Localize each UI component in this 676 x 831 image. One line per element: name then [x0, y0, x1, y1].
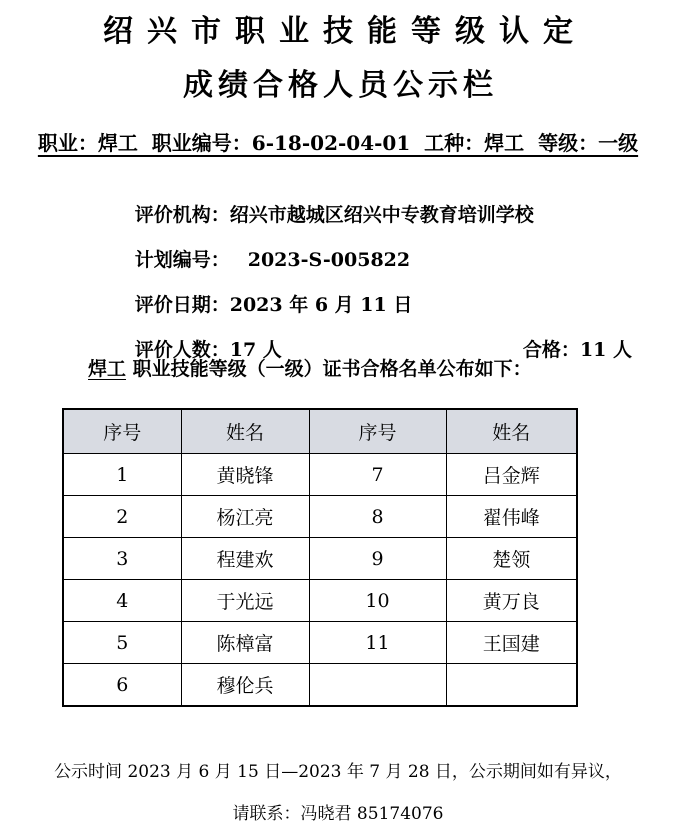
occupation-underlined-text: 焊工: [88, 358, 127, 380]
name-cell: 王国建: [446, 622, 577, 664]
name-cell: 陈樟富: [181, 622, 309, 664]
table-row: [63, 622, 577, 664]
header-name-right: 姓名: [446, 409, 577, 454]
pass-count-value: 11 人: [579, 339, 632, 361]
evaluation-count-label: 评价人数：: [134, 339, 230, 361]
job-info-line: 职业：焊工 职业编号：6-18-02-04-01 工种：焊工 等级：一级: [37, 131, 639, 155]
name-cell: 吕金辉: [446, 454, 577, 496]
footer-notice-period: 公示时间 2023 月 6 月 15 日—2023 年 7 月 28 日，公示期间如有异议，: [54, 762, 622, 782]
evaluation-info: [95, 176, 676, 361]
serial-cell: 5: [63, 622, 181, 664]
footer-contact: 请联系：冯晓君 85174076: [232, 804, 444, 824]
header-serial-left: 序号: [63, 409, 181, 454]
pass-list-table: [62, 408, 578, 707]
plan-number-label: 计划编号：: [134, 249, 230, 271]
document-title-line1: 绍兴市职业技能等级认定: [103, 14, 587, 49]
evaluation-date-label: 评价日期：: [134, 294, 230, 316]
serial-cell: 9: [309, 538, 446, 580]
header-name-left: 姓名: [181, 409, 309, 454]
name-cell: 黄晓锋: [181, 454, 309, 496]
serial-cell: 8: [309, 496, 446, 538]
serial-cell: 3: [63, 538, 181, 580]
name-cell: 楚领: [446, 538, 577, 580]
table-row: [63, 664, 577, 707]
evaluation-count-row: [95, 311, 676, 361]
footer: [0, 759, 676, 827]
name-cell: 黄万良: [446, 580, 577, 622]
plan-number-row: [95, 221, 676, 271]
name-cell: 杨江亮: [181, 496, 309, 538]
serial-cell: [309, 664, 446, 707]
table-row: [63, 496, 577, 538]
plan-number-value: 2023-S-005822: [247, 249, 411, 271]
serial-cell: 4: [63, 580, 181, 622]
table-row: [63, 538, 577, 580]
list-intro-rest: 职业技能等级（一级）证书合格名单公布如下：: [126, 358, 532, 380]
serial-cell: 10: [309, 580, 446, 622]
serial-cell: 6: [63, 664, 181, 707]
name-cell: 于光远: [181, 580, 309, 622]
agency-value: 绍兴市越城区绍兴中专教育培训学校: [229, 204, 534, 226]
document-title-line2: 成绩合格人员公示栏: [183, 68, 498, 103]
agency-row: [95, 176, 676, 226]
serial-cell: 1: [63, 454, 181, 496]
name-cell: 穆伦兵: [181, 664, 309, 707]
name-cell: [446, 664, 577, 707]
evaluation-date-row: [95, 266, 676, 316]
pass-count-group: [470, 311, 632, 389]
serial-cell: 11: [309, 622, 446, 664]
table-row: [63, 454, 577, 496]
serial-cell: 2: [63, 496, 181, 538]
name-cell: 翟伟峰: [446, 496, 577, 538]
name-cell: 程建欢: [181, 538, 309, 580]
evaluation-date-value: 2023 年 6 月 11 日: [229, 294, 413, 316]
header-serial-right: 序号: [309, 409, 446, 454]
evaluation-count-value: 17 人: [229, 339, 282, 361]
table-header-row: [63, 409, 577, 454]
agency-label: 评价机构：: [134, 204, 230, 226]
table-row: [63, 580, 577, 622]
pass-count-label: 合格：: [522, 339, 580, 361]
serial-cell: 7: [309, 454, 446, 496]
